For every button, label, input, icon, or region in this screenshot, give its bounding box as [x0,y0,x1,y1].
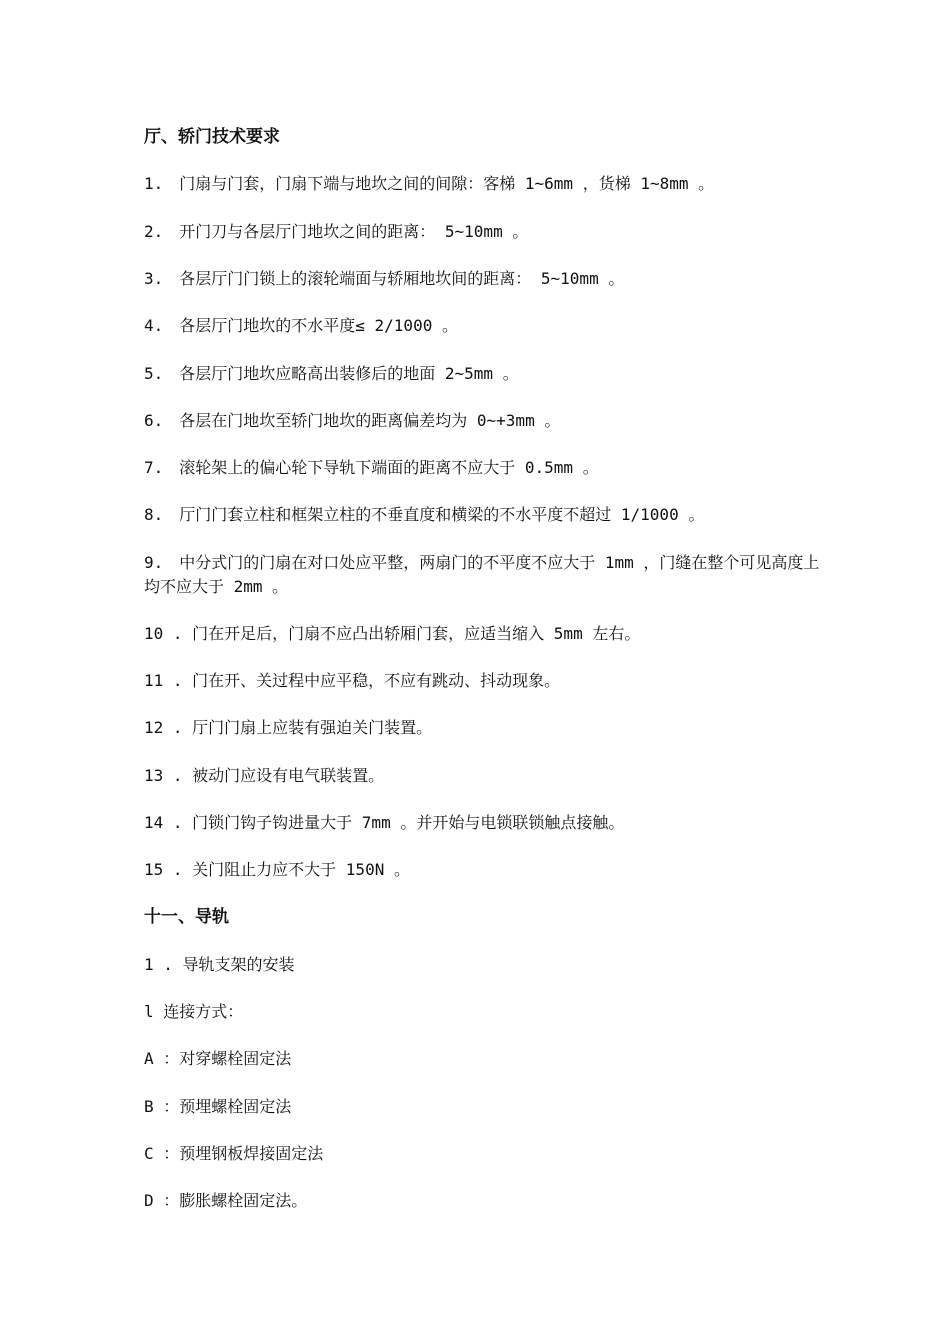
list-item: 1 . 导轨支架的安装 [144,955,295,974]
list-item: B ：预埋螺栓固定法 [144,1097,292,1116]
list-item: 4. 各层厅门地坎的不水平度≤ 2/1000 。 [144,316,458,335]
list-item: 8. 厅门门套立柱和框架立柱的不垂直度和横梁的不水平度不超过 1/1000 。 [144,505,705,524]
list-item: D ：膨胀螺栓固定法。 [144,1191,308,1210]
list-item: 12 . 厅门门扇上应装有强迫关门装置。 [144,718,433,737]
list-item: 2. 开门刀与各层厅门地坎之间的距离： 5~10mm 。 [144,222,529,241]
list-item: 3. 各层厅门门锁上的滚轮端面与轿厢地坎间的距离： 5~10mm 。 [144,269,625,288]
list-item: 6. 各层在门地坎至轿门地坎的距离偏差均为 0~+3mm 。 [144,411,561,430]
list-item: 10 . 门在开足后，门扇不应凸出轿厢门套，应适当缩入 5mm 左右。 [144,624,641,643]
list-item: 13 . 被动门应设有电气联装置。 [144,766,385,785]
list-item: C ：预埋钢板焊接固定法 [144,1144,324,1163]
list-item: A ：对穿螺栓固定法 [144,1049,292,1068]
section-heading-door-requirements: 厅、轿门技术要求 [144,127,280,147]
list-item: 9. 中分式门的门扇在对口处应平整，两扇门的不平度不应大于 1mm ，门缝在整个可见高度上均不应大于 2mm 。 [144,553,820,596]
list-item: 11 . 门在开、关过程中应平稳，不应有跳动、抖动现象。 [144,671,561,690]
list-item: 5. 各层厅门地坎应略高出装修后的地面 2~5mm 。 [144,364,519,383]
list-item: 14 . 门锁门钩子钩进量大于 7mm 。并开始与电锁联锁触点接触。 [144,813,625,832]
list-item: 15 . 关门阻止力应不大于 150N 。 [144,860,410,879]
list-item: l 连接方式： [144,1002,244,1021]
list-item: 1. 门扇与门套，门扇下端与地坎之间的间隙：客梯 1~6mm ，货梯 1~8mm 。 [144,174,715,193]
section-heading-guide-rail: 十一、导轨 [144,907,229,927]
list-item: 7. 滚轮架上的偏心轮下导轨下端面的距离不应大于 0.5mm 。 [144,458,599,477]
